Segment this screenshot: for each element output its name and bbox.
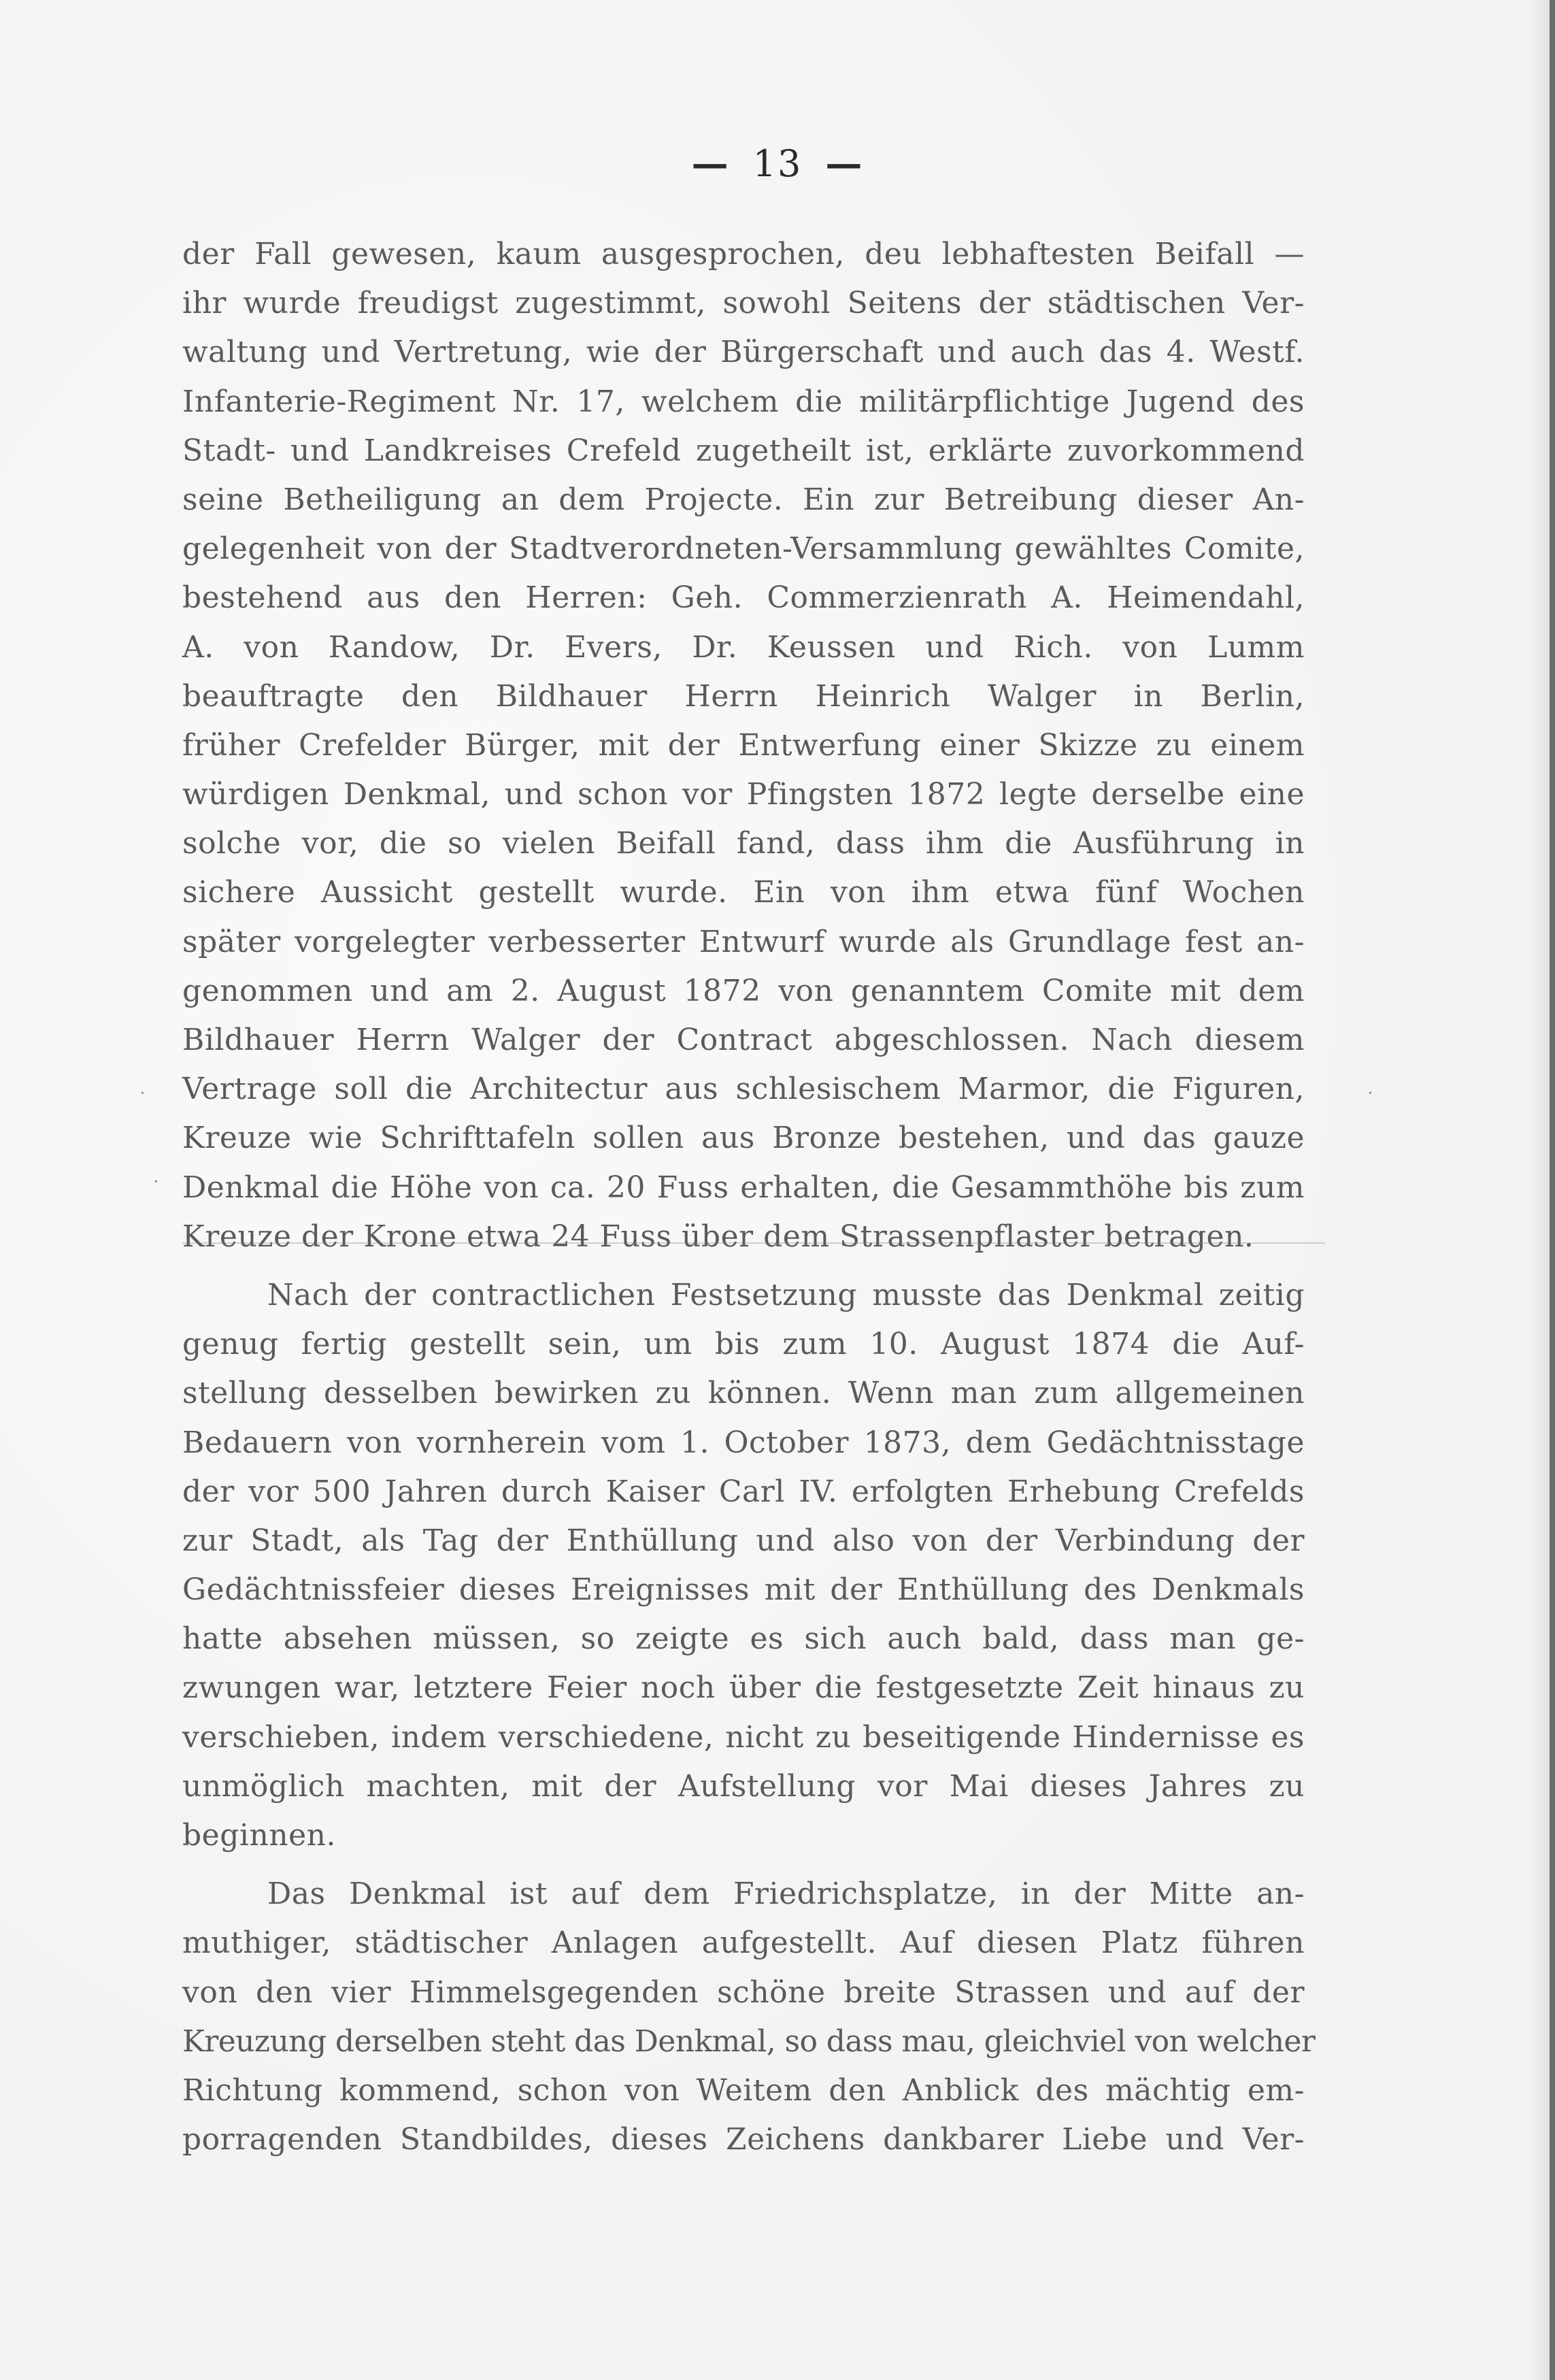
text-line: Bedauern von vornherein vom 1. October 1873, dem Gedächtnisstage [182,1425,1305,1460]
text-line: sichere Aussicht gestellt wurde. Ein von ihm etwa fünf Wochen [182,875,1305,910]
scan-edge-shadow [1529,0,1550,2380]
text-line: hatte absehen müssen, so zeigte es sich auch bald, dass man ge- [182,1621,1305,1657]
page-number-header [0,142,1555,185]
text-line: muthiger, städtischer Anlagen aufgestellt. Auf diesen Platz führen [182,1926,1305,1961]
paragraph-1 [182,230,1305,1261]
text-line: Denkmal die Höhe von ca. 20 Fuss erhalten, die Gesammthöhe bis zum [182,1170,1305,1205]
text-line: solche vor, die so vielen Beifall fand, dass ihm die Ausführung in [182,826,1305,861]
page-number-dash-right: — [825,142,864,185]
page-number-dash-left: — [691,142,730,185]
text-line: gelegenheit von der Stadtverordneten-Versammlung gewähltes Comite, [182,531,1305,567]
text-line: zwungen war, letztere Feier noch über die festgesetzte Zeit hinaus zu [182,1670,1305,1706]
paragraph-3 [182,1870,1316,2164]
text-line: genug fertig gestellt sein, um bis zum 10. August 1874 die Auf- [182,1327,1305,1362]
text-line: porragenden Standbildes, dieses Zeichens dankbarer Liebe und Ver- [182,2122,1305,2158]
scan-speck: · [139,1082,146,1104]
scan-speck: · [153,1170,159,1193]
text-line: verschieben, indem verschiedene, nicht zu beseitigende Hindernisse es [182,1719,1305,1755]
text-line: Bildhauer Herrn Walger der Contract abgeschlossen. Nach diesem [182,1023,1305,1057]
text-line: Richtung kommend, schon von Weitem den Anblick des mächtig em- [182,2072,1305,2108]
page-number: 13 [752,142,803,185]
text-line: der Fall gewesen, kaum ausgesprochen, deu lebhaftesten Beifall — [182,237,1305,271]
paragraph-2 [182,1271,1305,1860]
text-line: Stadt- und Landkreises Crefeld zugetheilt ist, erklärte zuvorkommend [182,433,1305,468]
text-line: von den vier Himmelsgegenden schöne breite Strassen und auf der [182,1974,1305,2010]
scan-edge-strip [1550,0,1555,2380]
body-text [182,230,1316,2164]
text-line: würdigen Denkmal, und schon vor Pfingsten 1872 legte derselbe eine [182,777,1305,812]
text-line: Infanterie-Regiment Nr. 17, welchem die militärpflichtige Jugend des [182,384,1305,419]
text-line: Das Denkmal ist auf dem Friedrichsplatze, in der Mitte an- [267,1877,1305,1912]
text-line: Gedächtnissfeier dieses Ereignisses mit der Enthüllung des Denkmals [182,1572,1305,1608]
scan-speck: · [1367,1082,1373,1104]
text-line: beginnen. [182,1818,336,1853]
text-line: A. von Randow, Dr. Evers, Dr. Keussen und Rich. von Lumm [182,629,1305,665]
text-line: waltung und Vertretung, wie der Bürgerschaft und auch das 4. Westf. [182,335,1305,370]
text-line: Kreuze der Krone etwa 24 Fuss über dem Strassenpflaster betragen. [182,1219,1254,1254]
text-line: seine Betheiligung an dem Projecte. Ein zur Betreibung dieser An- [182,482,1305,517]
text-line: Kreuzung derselben steht das Denkmal, so dass mau, gleichviel von welcher [182,2023,1316,2059]
text-line: Nach der contractlichen Festsetzung musste das Denkmal zeitig [267,1277,1305,1312]
text-line: genommen und am 2. August 1872 von genanntem Comite mit dem [182,973,1305,1008]
text-line: ihr wurde freudigst zugestimmt, sowohl Seitens der städtischen Ver- [182,286,1305,321]
text-line: Kreuze wie Schrifttafeln sollen aus Bronze bestehen, und das gauze [182,1121,1305,1156]
text-line: Vertrage soll die Architectur aus schlesischem Marmor, die Figuren, [182,1072,1305,1107]
text-line: unmöglich machten, mit der Aufstellung vor Mai dieses Jahres zu [182,1768,1305,1804]
text-line: beauftragte den Bildhauer Herrn Heinrich Walger in Berlin, [182,678,1305,714]
text-line: zur Stadt, als Tag der Enthüllung und also von der Verbindung der [182,1523,1305,1558]
paragraph-gap [182,1261,1305,1271]
text-line: der vor 500 Jahren durch Kaiser Carl IV. erfolgten Erhebung Crefelds [182,1474,1305,1509]
text-line: bestehend aus den Herren: Geh. Commerzienrath A. Heimendahl, [182,580,1305,616]
text-line: später vorgelegter verbesserter Entwurf wurde als Grundlage fest an- [182,924,1305,959]
faint-scan-line [182,1242,1325,1244]
text-line: früher Crefelder Bürger, mit der Entwerfung einer Skizze zu einem [182,727,1305,763]
paragraph-gap [182,1860,1305,1870]
text-line: stellung desselben bewirken zu können. Wenn man zum allgemeinen [182,1376,1305,1411]
